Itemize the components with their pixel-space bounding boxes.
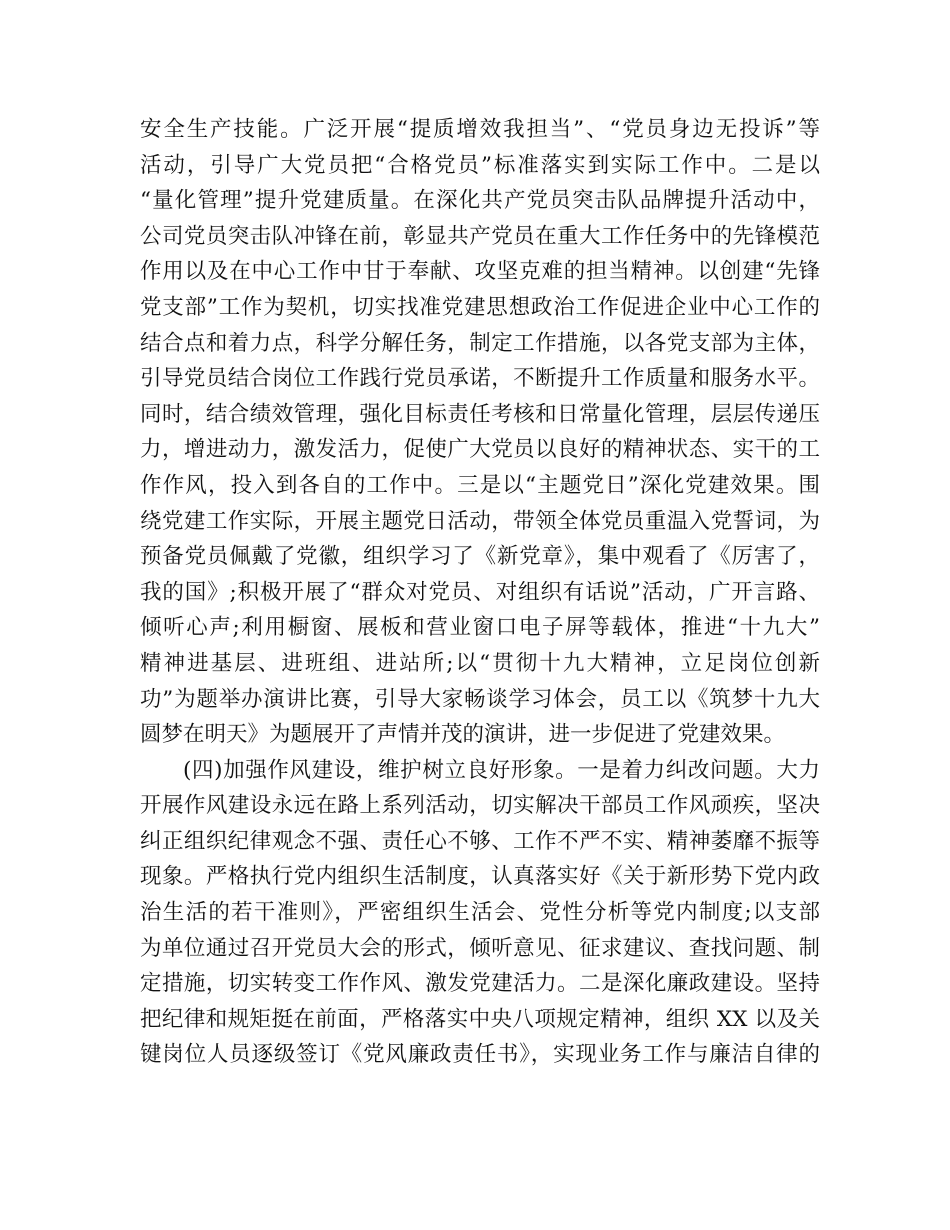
text-line: 结合点和着力点，科学分解任务，制定工作措施，以各党支部为主体， — [140, 330, 820, 356]
body-text — [140, 112, 820, 1073]
text-line: 功”为题举办演讲比赛，引导大家畅谈学习体会，员工以《筑梦十九大 — [140, 686, 820, 712]
text-line: 现象。严格执行党内组织生活制度，认真落实好《关于新形势下党内政 — [140, 864, 820, 890]
text-line: 作用以及在中心工作中甘于奉献、攻坚克难的担当精神。以创建“先锋 — [140, 259, 820, 285]
text-line: 键岗位人员逐级签订《党风廉政责任书》，实现业务工作与廉洁自律的 — [140, 1042, 820, 1068]
text-line: 作作风，投入到各自的工作中。三是以“主题党日”深化党建效果。围 — [140, 472, 820, 498]
text-line: “量化管理”提升党建质量。在深化共产党员突击队品牌提升活动中， — [140, 188, 820, 214]
text-line: 引导党员结合岗位工作践行党员承诺，不断提升工作质量和服务水平。 — [140, 366, 820, 392]
text-line: 同时，结合绩效管理，强化目标责任考核和日常量化管理，层层传递压 — [140, 401, 820, 427]
text-line: 我的国》;积极开展了“群众对党员、对组织有话说”活动，广开言路、 — [140, 579, 820, 605]
text-line: 活动，引导广大党员把“合格党员”标准落实到实际工作中。二是以 — [140, 152, 820, 178]
section-heading-line: (四)加强作风建设，维护树立良好形象。一是着力纠改问题。大力 — [183, 757, 820, 783]
text-line: 力，增进动力，激发活力，促使广大党员以良好的精神状态、实干的工 — [140, 437, 820, 463]
text-line: 开展作风建设永远在路上系列活动，切实解决干部员工作风顽疾，坚决 — [140, 793, 820, 819]
paragraph-last-line: 圆梦在明天》为题展开了声情并茂的演讲，进一步促进了党建效果。 — [140, 722, 786, 748]
text-line: 党支部”工作为契机，切实找准党建思想政治工作促进企业中心工作的 — [140, 294, 820, 320]
text-line: 纠正组织纪律观念不强、责任心不够、工作不严不实、精神萎靡不振等 — [140, 828, 820, 854]
text-line: 绕党建工作实际，开展主题党日活动，带领全体党员重温入党誓词，为 — [140, 508, 820, 534]
text-line: 预备党员佩戴了党徽，组织学习了《新党章》，集中观看了《厉害了， — [140, 544, 820, 570]
text-line: 治生活的若干准则》，严密组织生活会、党性分析等党内制度;以支部 — [140, 900, 820, 926]
text-line: 安全生产技能。广泛开展“提质增效我担当”、“党员身边无投诉”等 — [140, 117, 820, 142]
text-line: 为单位通过召开党员大会的形式，倾听意见、征求建议、查找问题、制 — [140, 935, 820, 961]
text-line: 公司党员突击队冲锋在前，彰显共产党员在重大工作任务中的先锋模范 — [140, 223, 820, 249]
text-line: 把纪律和规矩挺在前面，严格落实中央八项规定精神，组织 XX 以及关 — [140, 1006, 820, 1032]
text-line: 倾听心声;利用橱窗、展板和营业窗口电子屏等载体，推进“十九大” — [140, 615, 820, 641]
text-line: 定措施，切实转变工作作风、激发党建活力。二是深化廉政建设。坚持 — [140, 971, 820, 997]
text-line: 精神进基层、进班组、进站所;以“贯彻十九大精神，立足岗位创新 — [140, 650, 820, 676]
